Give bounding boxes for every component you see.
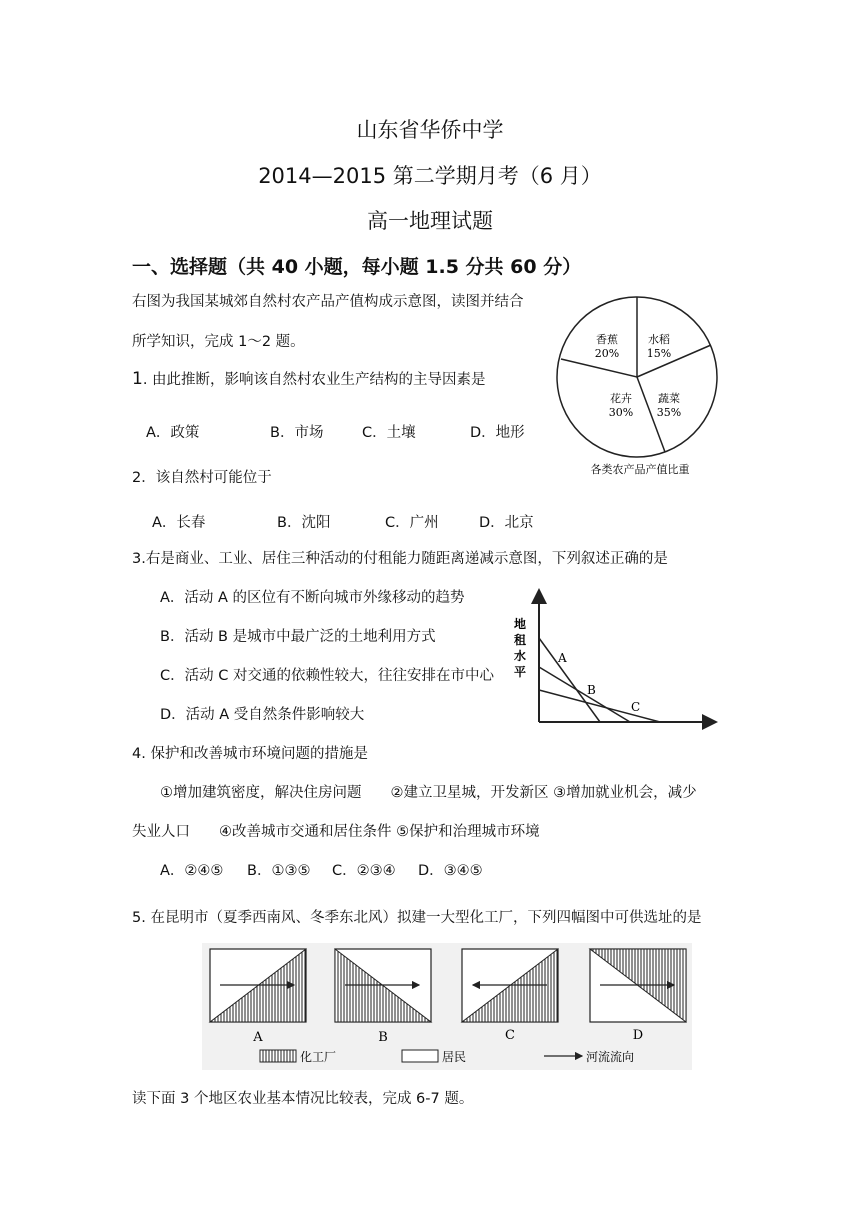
question-5: 5. 在昆明市（夏季西南风、冬季东北风）拟建一大型化工厂，下列四幅图中可供选址的是 bbox=[132, 910, 702, 926]
q6-intro: 读下面 3 个地区农业基本情况比较表，完成 6-7 题。 bbox=[132, 1091, 474, 1107]
ylabel-char-3: 水 bbox=[513, 649, 527, 663]
q3-option-c: C．活动 C 对交通的依赖性较大，往往安排在市中心 bbox=[160, 668, 494, 684]
line-a-label: A bbox=[558, 651, 567, 665]
q3-option-a: A．活动 A 的区位有不断向城市外缘移动的趋势 bbox=[160, 590, 465, 606]
q2-option-d: D．北京 bbox=[479, 515, 534, 531]
legend-factory-label: 化工厂 bbox=[300, 1050, 337, 1064]
q2-option-c: C．广州 bbox=[385, 515, 439, 531]
line-b-label: B bbox=[587, 683, 596, 697]
q4-option-b: B．①③⑤ bbox=[247, 863, 311, 879]
site-selection-diagram bbox=[202, 943, 692, 1070]
line-c-label: C bbox=[631, 700, 641, 714]
intro-line-2: 所学知识，完成 1～2 题。 bbox=[132, 334, 305, 350]
ylabel-char-1: 地 bbox=[513, 617, 527, 631]
q1-option-d: D．地形 bbox=[470, 425, 525, 441]
q4-option-d: D．③④⑤ bbox=[418, 863, 483, 879]
rent-chart bbox=[510, 588, 720, 733]
pie-label-vegetables: 蔬菜 bbox=[658, 392, 680, 405]
q2-option-a: A．长春 bbox=[152, 515, 206, 531]
legend-river-label: 河流流向 bbox=[586, 1050, 635, 1064]
q1-option-b: B．市场 bbox=[270, 425, 324, 441]
school-name: 山东省华侨中学 bbox=[356, 118, 504, 142]
q3-option-b: B．活动 B 是城市中最广泛的土地利用方式 bbox=[160, 629, 436, 645]
pie-label-banana: 香蕉 bbox=[596, 333, 618, 346]
pie-label-flowers: 花卉 bbox=[610, 392, 632, 405]
pie-value-rice: 15% bbox=[646, 347, 672, 360]
intro-line-1: 右图为我国某城郊自然村农产品产值构成示意图，读图并结合 bbox=[132, 294, 524, 310]
question-1 bbox=[132, 368, 486, 389]
q1-option-c: C．土壤 bbox=[362, 425, 416, 441]
exam-term: 2014—2015 第二学期月考（6 月） bbox=[258, 164, 602, 188]
line-c bbox=[539, 690, 660, 722]
ylabel-char-2: 租 bbox=[513, 633, 527, 647]
pie-chart bbox=[555, 295, 725, 485]
line-b bbox=[539, 667, 630, 722]
pie-value-flowers: 30% bbox=[608, 406, 634, 419]
legend-residential-swatch bbox=[402, 1050, 438, 1062]
legend-factory-swatch bbox=[260, 1050, 296, 1062]
panel-a-label: A bbox=[253, 1030, 263, 1045]
legend-residential-label: 居民 bbox=[442, 1050, 467, 1064]
q4-option-a: A．②④⑤ bbox=[160, 863, 224, 879]
pie-label-rice: 水稻 bbox=[648, 333, 670, 346]
ylabel-char-4: 平 bbox=[513, 665, 527, 679]
question-3: 3.右是商业、工业、居住三种活动的付租能力随距离递减示意图，下列叙述正确的是 bbox=[132, 551, 668, 567]
question-1-text: . 由此推断，影响该自然村农业生产结构的主导因素是 bbox=[142, 372, 486, 388]
question-2: 2．该自然村可能位于 bbox=[132, 470, 272, 486]
q1-option-a: A．政策 bbox=[146, 425, 200, 441]
panel-d-label: D bbox=[632, 1028, 644, 1043]
exam-subject: 高一地理试题 bbox=[367, 209, 493, 233]
q4-statements-line-1: ①增加建筑密度，解决住房问题 ②建立卫星城，开发新区 ③增加就业机会，减少 bbox=[160, 785, 697, 801]
question-4: 4. 保护和改善城市环境问题的措施是 bbox=[132, 746, 368, 762]
panel-b-label: B bbox=[378, 1030, 388, 1045]
q4-option-c: C．②③④ bbox=[332, 863, 396, 879]
pie-value-vegetables: 35% bbox=[656, 406, 682, 419]
section-title: 一、选择题（共 40 小题，每小题 1.5 分共 60 分） bbox=[132, 256, 582, 278]
q4-statements-line-2: 失业人口 ④改善城市交通和居住条件 ⑤保护和治理城市环境 bbox=[132, 824, 540, 840]
line-a bbox=[539, 638, 600, 722]
pie-value-banana: 20% bbox=[594, 347, 620, 360]
question-1-number: 1 bbox=[132, 369, 143, 389]
q2-option-b: B．沈阳 bbox=[277, 515, 331, 531]
q3-option-d: D．活动 A 受自然条件影响较大 bbox=[160, 707, 365, 723]
panel-c-label: C bbox=[505, 1028, 515, 1043]
pie-caption: 各类农产品产值比重 bbox=[590, 463, 690, 476]
